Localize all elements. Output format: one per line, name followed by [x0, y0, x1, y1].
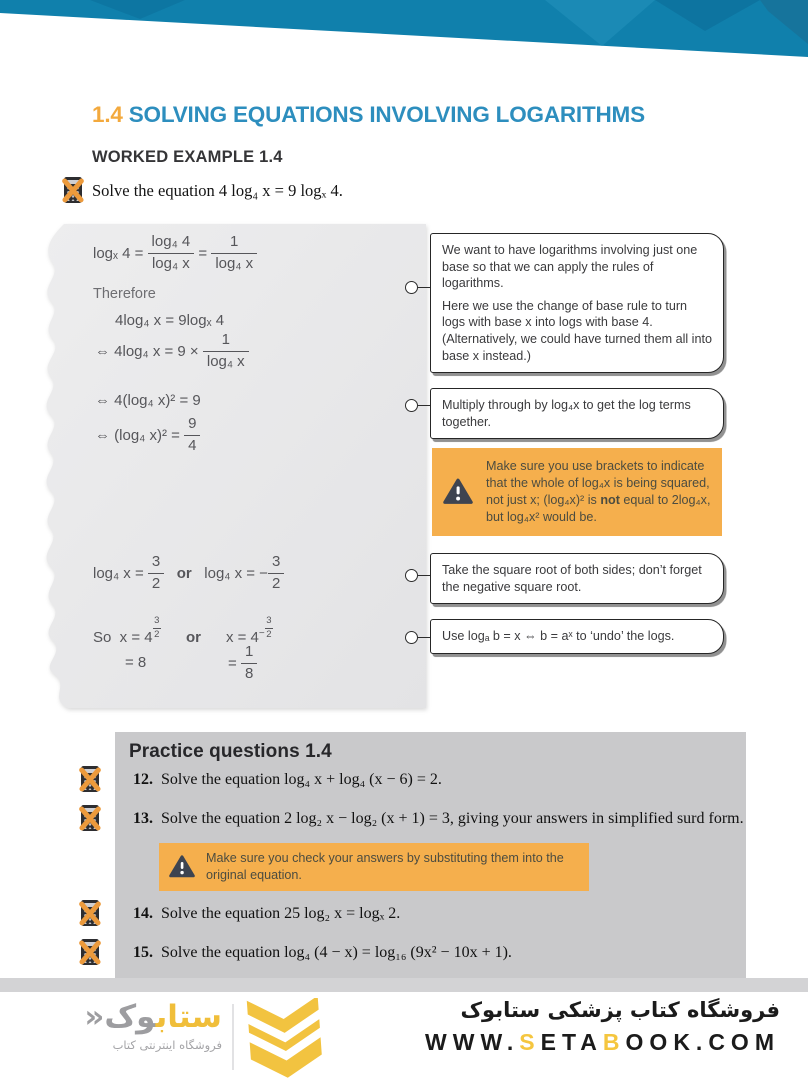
warning-text: Make sure you check your answers by substituting them into the original equation. — [206, 851, 564, 882]
warning-box-brackets — [432, 448, 722, 536]
store-title: فروشگاه کتاب پزشکی ستابوک — [460, 998, 780, 1022]
connector-ring — [405, 569, 418, 582]
warning-text-post: equal to 2log₄x, but log₄x² would be. — [486, 492, 711, 524]
question-text: Solve the equation 25 log₂ x = logₓ 2. — [161, 905, 401, 922]
question-number: 12. — [133, 771, 153, 788]
no-calculator-icon — [79, 938, 101, 967]
solution-line-7: log₄ x = $\frac{3}{2}$ or log₄ x = − $\frac{3}{2}$ — [93, 554, 284, 592]
solution-steps — [38, 224, 428, 708]
worked-solution-panel — [38, 224, 428, 708]
question-15 — [133, 944, 512, 962]
callout-undo-logs — [430, 619, 724, 654]
url-part-accent: S — [519, 1029, 541, 1055]
section-title-text: SOLVING EQUATIONS INVOLVING LOGARITHMS — [128, 102, 645, 127]
question-14 — [133, 905, 400, 923]
no-calculator-icon — [79, 899, 101, 928]
page-bottom-edge — [0, 978, 808, 992]
solution-line-3: 4log₄ x = 9logₓ 4 — [115, 312, 225, 329]
callout-square-root — [430, 553, 724, 604]
url-part: ETA — [540, 1029, 603, 1055]
brand-tagline: فروشگاه اینترنتی کتاب — [112, 1037, 222, 1052]
warning-icon — [169, 855, 195, 878]
url-part-accent: B — [602, 1029, 626, 1055]
brand-block — [50, 1000, 222, 1052]
worked-example-heading: WORKED EXAMPLE 1.4 — [92, 148, 283, 166]
solution-line-8: So x = 4 $\frac{3}{2}$ or x = 4− $\frac{3}{2}$ — [93, 615, 272, 646]
callout-paragraph: Take the square root of both sides; don’t forget the negative square root. — [442, 563, 702, 594]
header-banner — [0, 0, 808, 80]
question-12 — [133, 771, 442, 789]
solution-line-4: ⇔ 4log₄ x = 9 × $\frac{1}{\text{log₄ x}}$ — [95, 332, 249, 370]
section-title — [92, 102, 645, 128]
solution-line-9b: = $\frac{1}{8}$ — [228, 644, 257, 682]
brand-chevrons-icon — [246, 998, 324, 1078]
no-calculator-icon — [79, 804, 101, 833]
callout-change-of-base — [430, 233, 724, 373]
question-number: 15. — [133, 944, 153, 961]
url-part: OOK.COM — [625, 1029, 780, 1055]
warning-box-check-answers — [159, 843, 589, 891]
warning-icon — [443, 478, 473, 505]
solution-line-9a: = 8 — [125, 654, 147, 671]
practice-title: Practice questions 1.4 — [129, 741, 332, 762]
connector-ring — [405, 281, 418, 294]
store-url — [425, 1029, 780, 1056]
no-calculator-icon — [62, 176, 84, 205]
solution-line-6: ⇔ (log₄ x)² = $\frac{9}{4}$ — [95, 416, 200, 454]
connector-ring — [405, 399, 418, 412]
question-text: Solve the equation 2 log₂ x − log₂ (x + 1) = 3, giving your answers in simplified surd form. — [161, 810, 744, 827]
callout-paragraph: Here we use the change of base rule to turn logs with base x into logs with base 4. (Alternatively, we could have turned them all into base x instead.) — [442, 298, 712, 363]
section-number: 1.4 — [92, 102, 123, 127]
solution-line-1: logₓ 4 = $\frac{\text{log₄ 4}}{\text{log₄ x}}$ = $\frac{1}{\text{log₄ x}}$ — [93, 234, 257, 272]
practice-questions-panel — [115, 732, 746, 985]
connector-ring — [405, 631, 418, 644]
url-part: WWW. — [425, 1029, 520, 1055]
problem-statement: Solve the equation 4 log₄ x = 9 logₓ 4. — [92, 181, 343, 200]
brand-wordmark-gray: وک« — [84, 999, 156, 1035]
question-text: Solve the equation log₄ (4 − x) = log₁₆ (9x² − 10x + 1). — [161, 944, 512, 961]
callout-multiply-through — [430, 388, 724, 439]
footer-divider — [232, 1004, 234, 1070]
footer-store-info — [425, 998, 780, 1056]
brand-wordmark-yellow: ستاب — [155, 999, 222, 1035]
question-text: Solve the equation log₄ x + log₄ (x − 6) = 2. — [161, 771, 442, 788]
question-number: 13. — [133, 810, 153, 827]
solution-line-5: ⇔ 4(log₄ x)² = 9 — [95, 392, 201, 409]
footer — [0, 992, 808, 1080]
no-calculator-icon — [79, 765, 101, 794]
solution-line-2: Therefore — [93, 286, 156, 302]
question-13 — [133, 810, 744, 828]
warning-text-bold: not — [600, 492, 620, 507]
callout-paragraph: Multiply through by log₄x to get the log terms together. — [442, 398, 691, 429]
warning-text — [486, 458, 711, 526]
question-number: 14. — [133, 905, 153, 922]
brand-wordmark — [50, 1000, 222, 1036]
callout-paragraph: We want to have logarithms involving just one base so that we can apply the rules of logarithms. — [442, 243, 698, 291]
warning-text-pre: Make sure you use brackets to indicate that the whole of log₄x is being squared, not just x; (log₄x)² is — [486, 459, 710, 507]
callout-paragraph: Use logₐ b = x ⇔ b = aˣ to ‘undo’ the logs. — [442, 629, 675, 643]
